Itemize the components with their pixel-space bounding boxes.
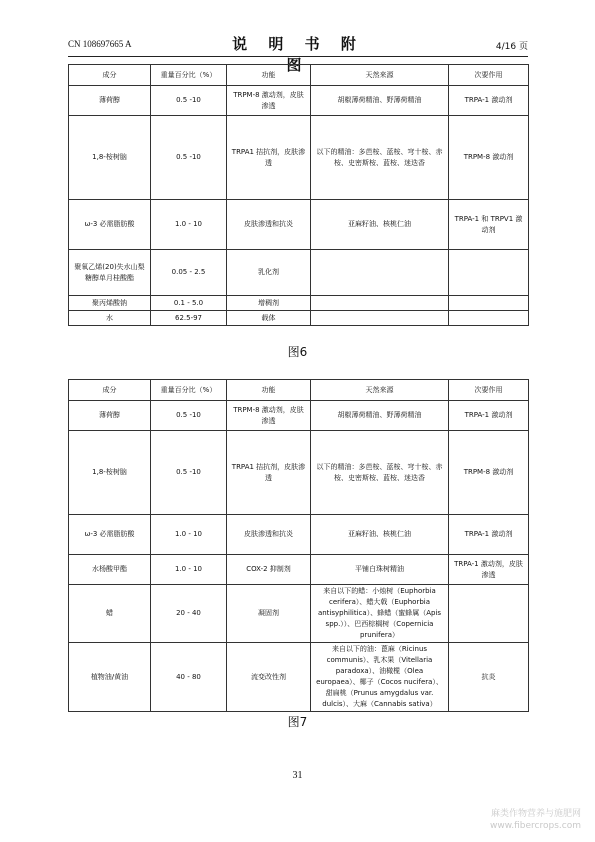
page-header [68,33,528,74]
cell-secondary: TRPM-8 激动剂 [449,431,529,515]
cell-weight: 0.5 -10 [151,431,227,515]
table-row [69,86,529,116]
cell-function: TRPA1 拮抗剂，皮肤渗透 [227,116,311,200]
col-header-weight-percent: 重量百分比（%） [151,65,227,86]
table-header-row [69,65,529,86]
cell-secondary: TRPA-1 激动剂 [449,86,529,116]
cell-function: 增稠剂 [227,296,311,311]
cell-function: 皮肤渗透和抗炎 [227,200,311,250]
table-row [69,585,529,643]
cell-function: TRPM-8 激动剂，皮肤渗透 [227,86,311,116]
col-header-function: 功能 [227,380,311,401]
table-row [69,515,529,555]
cell-ingredient: 薄荷醇 [69,86,151,116]
col-header-weight-percent: 重量百分比（%） [151,380,227,401]
cell-secondary: TRPA-1 激动剂 [449,515,529,555]
page-number: 31 [292,770,303,781]
col-header-secondary-effect: 次要作用 [449,380,529,401]
cell-secondary [449,311,529,326]
cell-source [311,250,449,296]
watermark-site-name: 麻类作物营养与施肥网 [490,809,581,819]
cell-ingredient: 水杨酸甲酯 [69,555,151,585]
cell-weight: 62.5-97 [151,311,227,326]
table-row [69,643,529,712]
header-title: 说 明 书 附 图 [232,35,364,74]
cell-ingredient: ω-3 必需脂肪酸 [69,515,151,555]
cell-weight: 20 - 40 [151,585,227,643]
cell-source: 亚麻籽油、核桃仁油 [311,200,449,250]
cell-secondary: TRPA-1 激动剂 [449,401,529,431]
cell-source: 来自以下的蜡：小烛树（Euphorbia cerifera）、蜡大戟（Euphorbia antisyphilitica）、蜂蜡（蜜蜂属（Apis spp.））、巴西棕榈树（Copernicia prunifera） [311,585,449,643]
cell-weight: 0.5 -10 [151,116,227,200]
cell-weight: 1.0 - 10 [151,200,227,250]
page-of-total: 4/16 页 [495,42,528,52]
table-row [69,200,529,250]
cell-function: 流变改性剂 [227,643,311,712]
table-header-row [69,380,529,401]
cell-source: 亚麻籽油、核桃仁油 [311,515,449,555]
cell-ingredient: 聚丙烯酸钠 [69,296,151,311]
patent-number: CN 108697665 A [68,39,132,49]
cell-function: 皮肤渗透和抗炎 [227,515,311,555]
cell-weight: 40 - 80 [151,643,227,712]
table-row [69,401,529,431]
cell-function: 乳化剂 [227,250,311,296]
cell-secondary: 抗炎 [449,643,529,712]
cell-ingredient: 水 [69,311,151,326]
cell-secondary [449,250,529,296]
table-row [69,311,529,326]
cell-source: 来自以下的油：蓖麻（Ricinus communis）、乳木果（Vitellaria paradoxa）、油橄榄（Olea europaea）、椰子（Cocos nucifera）、甜扁桃（Prunus amygdalus var. dulcis）、大麻（Cannabis sativa） [311,643,449,712]
cell-ingredient: 薄荷醇 [69,401,151,431]
cell-source: 以下的精油：多芭桉、蓝桉、穹十桉、赤桉、史密斯桉、蓝桉、迷迭香 [311,431,449,515]
col-header-natural-source: 天然来源 [311,380,449,401]
table-row [69,555,529,585]
cell-ingredient: 1,8-桉树脑 [69,431,151,515]
cell-ingredient: ω-3 必需脂肪酸 [69,200,151,250]
col-header-function: 功能 [227,65,311,86]
cell-function: 凝固剂 [227,585,311,643]
cell-function: 载体 [227,311,311,326]
col-header-ingredient: 成分 [69,65,151,86]
table-row [69,431,529,515]
figure7-caption: 图7 [287,715,308,729]
cell-ingredient: 蜡 [69,585,151,643]
cell-weight: 0.1 - 5.0 [151,296,227,311]
cell-secondary: TRPM-8 激动剂 [449,116,529,200]
watermark-url: www.fibercrops.com [490,821,581,831]
col-header-secondary-effect: 次要作用 [449,65,529,86]
cell-source [311,296,449,311]
figure6-caption: 图6 [287,345,308,359]
cell-source: 胡椒薄荷精油、野薄荷精油 [311,86,449,116]
table-row [69,116,529,200]
figure6-table [68,64,529,326]
cell-weight: 1.0 - 10 [151,515,227,555]
cell-weight: 0.5 -10 [151,401,227,431]
cell-weight: 1.0 - 10 [151,555,227,585]
cell-secondary [449,585,529,643]
site-watermark [431,808,581,832]
cell-function: TRPA1 拮抗剂，皮肤渗透 [227,431,311,515]
cell-source: 以下的精油：多芭桉、蓝桉、穹十桉、赤桉、史密斯桉、蓝桉、迷迭香 [311,116,449,200]
cell-function: TRPM-8 激动剂，皮肤渗透 [227,401,311,431]
cell-ingredient: 植物油/黄油 [69,643,151,712]
cell-ingredient: 1,8-桉树脑 [69,116,151,200]
cell-secondary [449,296,529,311]
header-rule [68,56,528,57]
table-row [69,250,529,296]
cell-secondary: TRPA-1 激动剂，皮肤渗透 [449,555,529,585]
cell-weight: 0.05 - 2.5 [151,250,227,296]
col-header-natural-source: 天然来源 [311,65,449,86]
cell-source [311,311,449,326]
cell-ingredient: 聚氧乙烯(20)失水山梨糖醇单月桂酸酯 [69,250,151,296]
cell-source: 平铺白珠树精油 [311,555,449,585]
cell-source: 胡椒薄荷精油、野薄荷精油 [311,401,449,431]
cell-secondary: TRPA-1 和 TRPV1 激动剂 [449,200,529,250]
cell-weight: 0.5 -10 [151,86,227,116]
cell-function: COX-2 抑制剂 [227,555,311,585]
col-header-ingredient: 成分 [69,380,151,401]
figure7-table [68,379,529,712]
table-row [69,296,529,311]
